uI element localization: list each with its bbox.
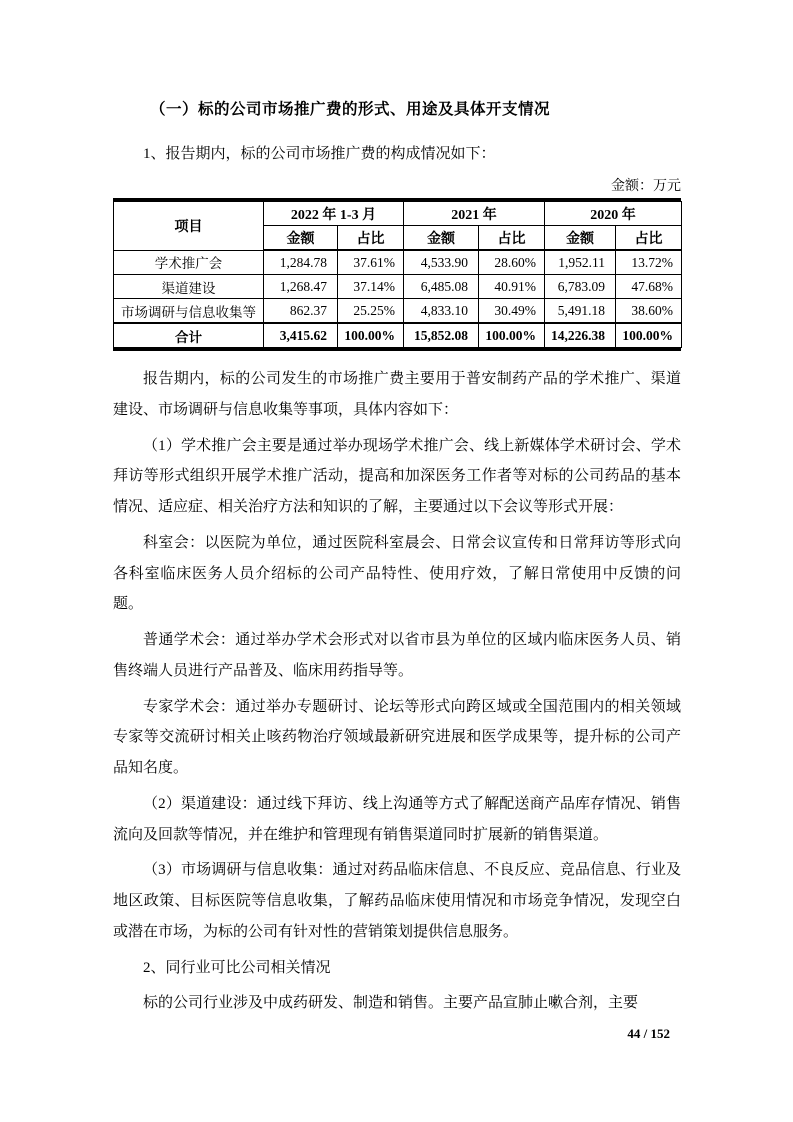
row-item-label: 市场调研与信息收集等 — [114, 299, 264, 324]
cell-ratio: 37.14% — [338, 275, 404, 299]
section-heading: （一）标的公司市场推广费的形式、用途及具体开支情况 — [150, 101, 551, 118]
unit-note: 金额：万元 — [611, 179, 681, 194]
row-item-label: 合计 — [114, 323, 264, 348]
cell-amount: 6,485.08 — [404, 275, 479, 299]
paragraph: 专家学术会：通过举办专题研讨、论坛等形式向跨区域或全国范围内的相关领域专家等交流研讨相关止咳药物治疗领域最新研究进展和医学成果等，提升标的公司产品知名度。 — [113, 698, 681, 776]
subsection-heading: 2、同行业可比公司相关情况 — [143, 959, 331, 976]
cell-ratio: 28.60% — [479, 250, 545, 275]
col-header-ratio: 占比 — [479, 226, 545, 251]
cell-amount: 4,833.10 — [404, 299, 479, 324]
cell-ratio: 13.72% — [616, 250, 682, 275]
cell-ratio: 38.60% — [616, 299, 682, 324]
paragraph: （3）市场调研与信息收集：通过对药品临床信息、不良反应、竞品信息、行业及地区政策、目标医院等信息收集，了解药品临床使用情况和市场竞争情况，发现空白或潜在市场，为标的公司有针对性的营销策划提供信息服务。 — [113, 862, 681, 940]
cell-ratio: 40.91% — [479, 275, 545, 299]
col-header-amount: 金额 — [545, 226, 616, 251]
cell-ratio: 100.00% — [479, 323, 545, 348]
cell-amount: 862.37 — [264, 299, 338, 324]
cell-amount: 4,533.90 — [404, 250, 479, 275]
row-item-label: 渠道建设 — [114, 275, 264, 299]
intro-sentence: 1、报告期内，标的公司市场推广费的构成情况如下： — [143, 146, 496, 162]
page-number: 44 / 152 — [627, 1026, 670, 1041]
cell-ratio: 47.68% — [616, 275, 682, 299]
cell-amount: 6,783.09 — [545, 275, 616, 299]
col-header-period-2020: 2020 年 — [545, 202, 682, 226]
table-row — [114, 275, 682, 299]
col-header-amount: 金额 — [404, 226, 479, 251]
row-item-label: 学术推广会 — [114, 250, 264, 275]
col-header-period-2021: 2021 年 — [404, 202, 545, 226]
paragraph: 普通学术会：通过举办学术会形式对以省市县为单位的区域内临床医务人员、销售终端人员进行产品普及、临床用药指导等。 — [113, 632, 681, 679]
paragraph: 标的公司行业涉及中成药研发、制造和销售。主要产品宣肺止嗽合剂，主要 — [143, 995, 639, 1012]
body-text — [113, 364, 681, 1019]
col-header-amount: 金额 — [264, 226, 338, 251]
cell-amount: 3,415.62 — [264, 323, 338, 348]
col-header-period-2022: 2022 年 1-3 月 — [264, 202, 404, 226]
table-row — [114, 299, 682, 324]
col-header-ratio: 占比 — [338, 226, 404, 251]
col-header-ratio: 占比 — [616, 226, 682, 251]
cell-amount: 5,491.18 — [545, 299, 616, 324]
cell-amount: 1,952.11 — [545, 250, 616, 275]
cell-amount: 1,284.78 — [264, 250, 338, 275]
paragraph: （1）学术推广会主要是通过举办现场学术推广会、线上新媒体学术研讨会、学术拜访等形式组织开展学术推广活动，提高和加深医务工作者等对标的公司药品的基本情况、适应症、相关治疗方法和知识的了解，主要通过以下会议等形式开展： — [113, 437, 681, 515]
table-header-row-periods — [114, 202, 682, 226]
table-total-row — [114, 323, 682, 348]
cell-ratio: 37.61% — [338, 250, 404, 275]
paragraph: （2）渠道建设：通过线下拜访、线上沟通等方式了解配送商产品库存情况、销售流向及回款等情况，并在维护和管理现有销售渠道同时扩展新的销售渠道。 — [113, 795, 681, 843]
cell-ratio: 30.49% — [479, 299, 545, 324]
table-row — [114, 250, 682, 275]
expense-table-wrapper — [113, 198, 681, 351]
cell-ratio: 25.25% — [338, 299, 404, 324]
cell-amount: 15,852.08 — [404, 323, 479, 348]
paragraph: 报告期内，标的公司发生的市场推广费主要用于普安制药产品的学术推广、渠道建设、市场调研与信息收集等事项，具体内容如下： — [113, 371, 681, 418]
expense-table — [113, 201, 682, 348]
cell-ratio: 100.00% — [616, 323, 682, 348]
cell-amount: 14,226.38 — [545, 323, 616, 348]
cell-amount: 1,268.47 — [264, 275, 338, 299]
col-header-item: 项目 — [114, 202, 264, 251]
cell-ratio: 100.00% — [338, 323, 404, 348]
paragraph: 科室会：以医院为单位，通过医院科室晨会、日常会议宣传和日常拜访等形式向各科室临床医务人员介绍标的公司产品特性、使用疗效，了解日常使用中反馈的问题。 — [113, 534, 681, 613]
